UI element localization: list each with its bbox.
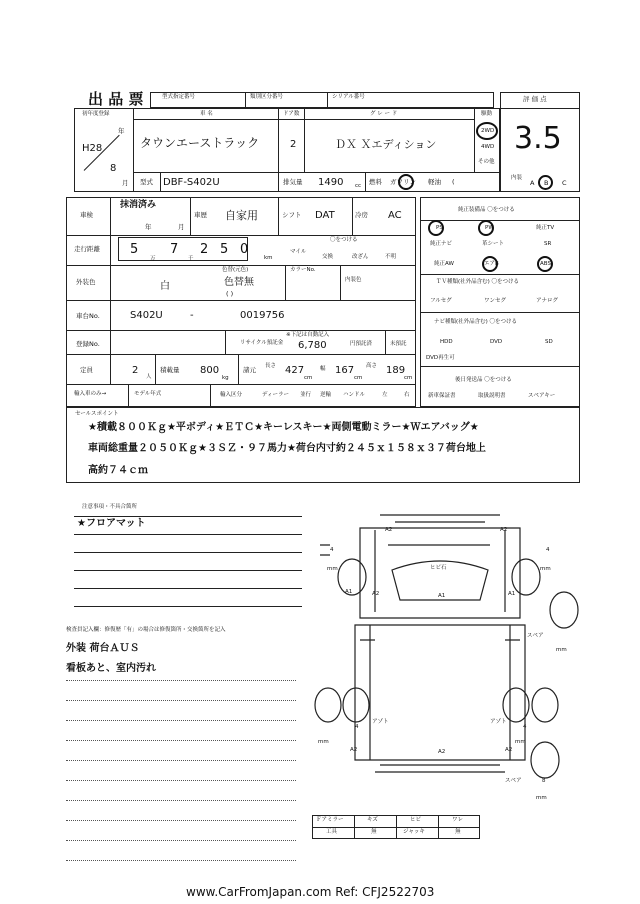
car-name: タウンエーストラック <box>140 136 260 150</box>
fuel-paren: ( <box>452 178 455 186</box>
equip-abs: ABS <box>540 261 551 267</box>
tv-title: ＴＶ種類(社外品含む) 〇をつける <box>436 279 520 285</box>
diag-a2-left: A2 <box>372 591 380 597</box>
fuel-keiyu: 軽油 <box>428 178 441 186</box>
import-reverse: 逆輸 <box>320 392 332 398</box>
import-dealer: ディーラー <box>262 392 290 398</box>
capacity-value: 2 <box>132 365 139 376</box>
spare-top-mm: mm <box>556 647 567 653</box>
year-unit: 年 <box>118 127 125 135</box>
chassis-number: 0019756 <box>240 310 285 321</box>
details-box <box>66 197 416 407</box>
load-value: 800 <box>200 365 220 376</box>
equip-title: 純正装備品 〇をつける <box>458 207 515 213</box>
nav-dvd: DVD <box>490 339 503 345</box>
len-unit: cm <box>304 375 313 381</box>
man-unit: 万 <box>150 256 156 262</box>
equip-airbag: エアB <box>484 261 499 267</box>
len-label: 長さ <box>265 363 277 369</box>
dvd-play: DVD再生可 <box>426 355 455 361</box>
tools-value: 無 <box>371 829 377 835</box>
car-name-label: 車 名 <box>200 111 213 117</box>
spare-bottom-size: 8 <box>542 778 546 784</box>
wid-label: 幅 <box>320 366 326 372</box>
handle-left: 左 <box>382 392 388 398</box>
unpaid-label: 未預託 <box>390 341 407 347</box>
capacity-label: 定員 <box>80 366 93 374</box>
mileage-digit-4: 5 <box>220 242 229 257</box>
mileage-digit-5: 0 <box>240 242 249 257</box>
tv-analog: アナログ <box>536 298 559 304</box>
sales-line-2: 車両総重量２０５０Ｋｇ★３ＳＺ・９７馬力★荷台内寸約２４５ｘ１５８ｘ３７荷台地上 <box>88 443 486 454</box>
legend-crack: ヒビ <box>410 817 422 823</box>
diag-a1-front: A1 <box>438 593 446 599</box>
legend-break: ワレ <box>452 817 464 823</box>
hgt-label: 高さ <box>366 363 378 369</box>
load-unit: kg <box>222 375 229 381</box>
km-unit: km <box>264 255 273 261</box>
color-no-label: カラーNo. <box>290 267 316 273</box>
tire-rl: 4 <box>355 724 359 730</box>
ac-label: 冷房 <box>355 211 368 219</box>
meter-tamper: 改ざん <box>352 254 369 260</box>
spare-label-top: スペア <box>527 633 544 639</box>
legend-scratch: キズ <box>367 817 378 823</box>
fuel-label: 燃料 <box>369 178 382 186</box>
import-parallel: 並行 <box>300 392 312 398</box>
inspection-value: 抹消済み <box>120 200 157 210</box>
diag-a2-rear-right: A2 <box>505 747 513 753</box>
equip-abs-circle <box>537 256 553 272</box>
fuel-circle <box>398 174 414 190</box>
mileage-digit-3: 2 <box>200 242 209 257</box>
first-reg-label: 初年度登録 <box>82 111 110 117</box>
doors-label: ドア数 <box>283 111 300 117</box>
meter-mile: マイル <box>290 249 307 255</box>
model-year-label: モデル年式 <box>134 391 162 397</box>
interior-label: 内装 <box>511 175 523 181</box>
insp-year-unit: 年 <box>145 223 152 231</box>
chassis-prefix: S402U <box>130 310 163 321</box>
notes-line-1: ★フロアマット <box>77 518 146 529</box>
ac-value: AC <box>388 210 402 221</box>
jack-label: ジャッキ <box>403 829 425 835</box>
tire-rr: 4 <box>523 724 527 730</box>
tire-fl-mm: mm <box>327 566 338 572</box>
cc-unit: cc <box>355 183 362 189</box>
drive-4wd: 4WD <box>481 144 495 150</box>
displacement-label: 排気量 <box>283 178 303 186</box>
dealer-label: 輸入区分 <box>220 392 243 398</box>
color-change-label: 色替(元色) <box>222 267 249 273</box>
drive-label: 駆動 <box>481 111 493 117</box>
capacity-unit: 人 <box>146 374 152 380</box>
wid-unit: cm <box>354 375 363 381</box>
equip-pw: PW <box>485 225 494 231</box>
shift-value: DAT <box>315 210 335 221</box>
class-label: 類別区分番号 <box>250 94 284 100</box>
equip-sr: SR <box>544 241 552 247</box>
inspection-label: 車検 <box>80 211 93 219</box>
inspector-title: 検査員記入欄：修復歴「有」の場合は修復箇所・交換箇所を記入 <box>66 627 226 633</box>
tire-rr-mm: mm <box>515 739 526 745</box>
recycle-label: リサイクル預託金 <box>240 340 284 346</box>
insp-month-unit: 月 <box>178 223 185 231</box>
interior-c: C <box>562 179 567 187</box>
grade-label: グ レ ー ド <box>370 111 398 117</box>
chassis-dash: - <box>190 310 194 321</box>
grade-value: ＤＸ Ｘエディション <box>335 138 437 151</box>
legend-fmirror: Ｆアミラー <box>316 817 344 823</box>
sales-line-1: ★積載８００Ｋｇ★平ボディ★ＥＴＣ★キーレスキー★両側電動ミラー★Ｗエアバッグ★ <box>88 422 479 433</box>
tools-label: 工具 <box>326 829 338 835</box>
diag-azoto-right: アゾト <box>490 719 507 725</box>
sales-title: セールスポイント <box>75 411 119 417</box>
handle-label: ハンドル <box>343 392 366 398</box>
jack-value: 無 <box>455 829 461 835</box>
meter-note: 〇をつける <box>330 237 358 243</box>
interior-b-circle <box>538 175 553 190</box>
int-color-label: 内装色 <box>345 277 362 283</box>
later-sparekey: スペアキー <box>528 393 556 399</box>
drive-2wd: 2WD <box>481 128 495 134</box>
recycle-value: 6,780 <box>298 340 327 351</box>
meter-unknown: 不明 <box>385 254 397 260</box>
header-code-box <box>150 92 494 108</box>
model-label: 型式 <box>140 178 153 186</box>
hgt-unit: cm <box>404 375 413 381</box>
recycle-note: ※下記は自動記入 <box>286 332 330 338</box>
diag-a2-rear-left: A2 <box>350 747 358 753</box>
interior-a: A <box>530 179 535 187</box>
equip-tv: 純正TV <box>536 225 555 231</box>
footer-watermark: www.CarFromJapan.com Ref: CFJ2522703 <box>186 885 435 899</box>
spare-label-bottom: スペア <box>505 778 522 784</box>
equip-navi: 純正ナビ <box>430 241 453 247</box>
diag-a1-right: A1 <box>508 591 516 597</box>
diag-stone-chip: ヒビ石 <box>430 565 447 571</box>
fuel-gasoline: ガソリン <box>390 178 416 186</box>
interior-b: B <box>544 179 549 187</box>
reg-label: 登録No. <box>76 340 100 348</box>
diag-a2-top-left: A2 <box>385 527 393 533</box>
serial-label: シリアル番号 <box>332 94 365 100</box>
type-spec-label: 型式指定番号 <box>162 94 196 100</box>
tire-rl-mm: mm <box>318 739 329 745</box>
load-label: 積載量 <box>160 366 180 374</box>
later-warranty: 新車保証書 <box>428 393 456 399</box>
color-change-value: 色替無 <box>224 277 254 288</box>
sales-line-3: 高約７４ｃｍ <box>88 465 148 476</box>
len-value: 427 <box>285 365 305 376</box>
notes-title: 注意事項・不具合箇所 <box>82 504 138 510</box>
hgt-value: 189 <box>386 365 406 376</box>
tv-fullseg: フルセグ <box>430 298 452 304</box>
dims-label: 諸元 <box>243 366 256 374</box>
usage-value: 自家用 <box>225 209 258 222</box>
tire-fl: 4 <box>330 547 334 553</box>
handle-right: 右 <box>404 392 410 398</box>
tire-fr-mm: mm <box>540 566 551 572</box>
ext-color-label: 外装色 <box>76 278 96 286</box>
diag-a2-bottom: A2 <box>438 749 446 755</box>
diag-a1-left: A1 <box>345 589 353 595</box>
tire-fr: 4 <box>546 547 550 553</box>
doors-value: 2 <box>290 139 297 150</box>
mileage-label: 走行距離 <box>74 245 100 253</box>
mileage-digit-1: 5 <box>130 242 139 257</box>
usage-label: 車歴 <box>194 211 207 219</box>
chassis-label: 車台No. <box>76 312 100 320</box>
displacement-value: 1490 <box>318 177 344 188</box>
recycle-unit: 円預託済 <box>350 341 373 347</box>
later-title: 後日発送品 〇をつける <box>455 377 512 383</box>
equip-aw: 純正AW <box>434 261 454 267</box>
equip-airbag-circle <box>482 256 498 272</box>
equip-leather: 革シート <box>482 241 505 247</box>
sen-unit: 千 <box>188 256 194 262</box>
model-value: DBF-S402U <box>163 177 220 188</box>
tv-oneseg: ワンセグ <box>484 298 507 304</box>
equip-pw-circle <box>478 220 494 236</box>
import-label: 輸入車のみ→ <box>74 391 107 397</box>
meter-swap: 交換 <box>322 254 334 260</box>
spare-bottom-mm: mm <box>536 795 547 801</box>
later-manual: 取扱説明書 <box>478 393 506 399</box>
inspector-line-2: 看板あと、室内汚れ <box>66 663 156 674</box>
nav-title: ナビ種類(社外品含む) 〇をつける <box>434 319 518 325</box>
diag-a2-top-right: A2 <box>500 527 508 533</box>
nav-sd: SD <box>545 339 553 345</box>
equip-ps-circle <box>428 220 444 236</box>
inspector-line-1: 外装 荷台ＡＵＳ <box>66 643 140 654</box>
sheet-title: 出 品 票 <box>88 90 144 108</box>
era-year: H28 <box>82 143 103 154</box>
drive-2wd-circle <box>476 122 498 140</box>
wid-value: 167 <box>335 365 355 376</box>
score-value: 3.5 <box>514 121 562 156</box>
reg-month: 8 <box>110 163 117 174</box>
mileage-digit-2: 7 <box>170 242 179 257</box>
ext-color-value: 白 <box>160 281 170 292</box>
month-unit: 月 <box>122 179 129 187</box>
shift-label: シフト <box>282 211 302 219</box>
equip-ps: PS <box>436 225 443 231</box>
drive-other: その他 <box>478 159 495 165</box>
score-label: 評 価 点 <box>523 95 547 103</box>
nav-hdd: HDD <box>440 339 453 345</box>
diag-azoto-left: アゾト <box>372 719 389 725</box>
color-paren: ( ) <box>226 290 234 298</box>
